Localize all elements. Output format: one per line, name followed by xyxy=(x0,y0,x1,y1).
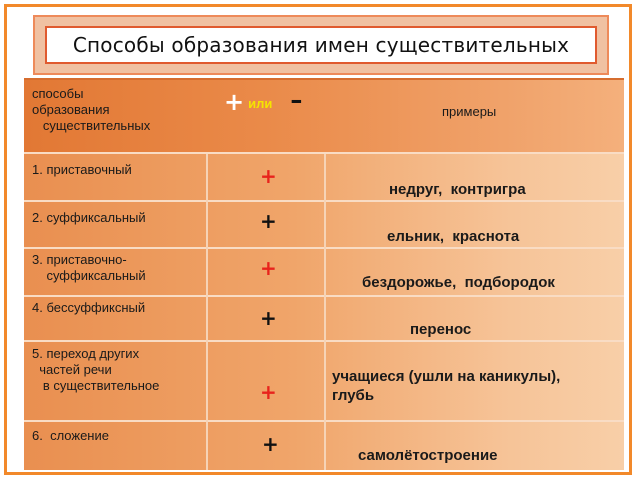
row-6-sign: + xyxy=(262,432,279,456)
row-5-sign: + xyxy=(260,380,277,404)
row-4-example: перенос xyxy=(410,321,472,338)
row-1-method: 1. приставочный xyxy=(32,162,132,177)
row-2-method: 2. суффиксальный xyxy=(32,210,146,225)
header-examples-label: примеры xyxy=(442,104,497,119)
methods-table xyxy=(24,78,624,470)
row-1-example: недруг, контригра xyxy=(389,181,526,198)
row-4-method: 4. бессуффиксный xyxy=(32,300,146,315)
table-header-row xyxy=(24,80,624,152)
header-minus: – xyxy=(290,86,303,114)
column-separator xyxy=(206,154,208,470)
header-sign-label xyxy=(224,88,302,116)
row-4-sign: + xyxy=(260,306,277,330)
row-6-example: самолётостроение xyxy=(358,447,498,464)
row-3-method: 3. приставочно- суффиксальный xyxy=(32,252,146,283)
header-or: или xyxy=(248,96,273,111)
title-inner xyxy=(45,26,597,64)
header-methods-label: способы образования существительных xyxy=(32,86,151,133)
row-2-example: ельник, краснота xyxy=(387,228,520,245)
row-6-method: 6. сложение xyxy=(32,428,109,443)
row-3-example: бездорожье, подбородок xyxy=(362,274,555,291)
row-5-method: 5. переход других частей речи в существительное xyxy=(32,346,160,393)
page-title: Способы образования имен существительных xyxy=(72,33,570,57)
header-plus: + xyxy=(224,88,245,116)
row-2-sign: + xyxy=(260,209,277,233)
title-box xyxy=(33,15,609,75)
row-1-sign: + xyxy=(260,164,277,188)
row-3-sign: + xyxy=(260,256,277,280)
column-separator xyxy=(324,154,326,470)
row-5-example: учащиеся (ушли на каникулы), глубь xyxy=(332,368,561,404)
